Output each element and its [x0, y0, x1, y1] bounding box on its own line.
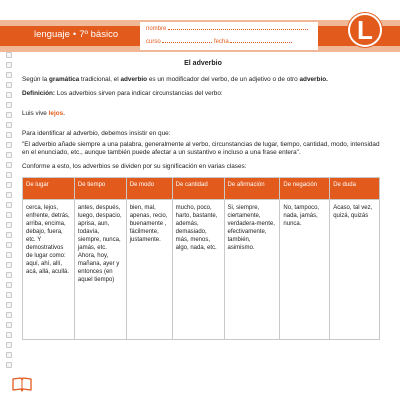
page-title: El adverbio	[184, 60, 222, 67]
separator-dot: •	[72, 29, 77, 40]
classification-paragraph: Conforme a esto, los adverbios se dividen por su significación en varias clases:	[22, 163, 247, 170]
adverb-classes-table	[22, 177, 380, 340]
header-de-lugar: De lugar	[23, 178, 75, 200]
table-header-row	[23, 178, 380, 200]
header-de-negacion: De negación	[280, 178, 330, 200]
course-label: curso	[146, 39, 161, 45]
name-label: nombre	[146, 26, 167, 32]
intro-prefix: Según la	[22, 76, 50, 83]
intro-bold-gramatica: gramática	[49, 76, 80, 83]
binder-holes	[4, 52, 16, 382]
cell-de-cantidad: mucho, poco, harto, bastante, además, demasiado, más, menos, algo, nada, etc.	[172, 200, 224, 340]
intro-middle: tradicional, el	[79, 76, 121, 83]
insist-paragraph: Para identificar al adverbio, debemos insistir en que:	[22, 130, 171, 137]
cell-de-lugar: cerca, lejos, enfrente, detrás, arriba, encima, debajo, fuera, etc. Y demostrativos de lugar como: aquí, ahí, allí, acá, allá, acullá.	[23, 200, 75, 340]
grade-label: 7º básico	[79, 29, 119, 40]
table-row	[23, 200, 380, 340]
date-label: fecha	[214, 39, 229, 45]
cell-de-duda: Acaso, tal vez, quizá, quizás	[330, 200, 380, 340]
intro-rest: es un modificador del verbo, de un adjetivo o de otro	[147, 76, 300, 83]
example-sentence	[22, 110, 384, 118]
example-highlight: lejos	[48, 110, 64, 117]
definition-label: Definición:	[22, 90, 56, 97]
course-field[interactable]	[162, 37, 212, 43]
worksheet-content	[22, 60, 384, 340]
name-field[interactable]	[168, 24, 308, 30]
intro-bold-adverbio-end: adverbio.	[299, 76, 328, 83]
definition-paragraph	[22, 90, 384, 98]
cell-de-negacion: No, tampoco, nada, jamás, nunca.	[280, 200, 330, 340]
example-prefix: Luis vive	[22, 110, 49, 117]
definition-text: Los adverbios sirven para indicar circunstancias del verbo:	[55, 90, 223, 97]
date-field[interactable]	[230, 37, 292, 43]
header-de-afirmacion: De afirmación	[224, 178, 280, 200]
subject-label: lenguaje	[34, 29, 70, 40]
course-date-row	[146, 37, 292, 45]
intro-paragraph	[22, 76, 384, 84]
subject-grade-label	[34, 29, 118, 40]
cell-de-modo: bien, mal, apenas, recio, buenamente , fácilmente, justamente.	[126, 200, 172, 340]
quote-paragraph: "El adverbio añade siempre a una palabra, generalmente al verbo, circunstancias de lugar, tiempo, cantidad, modo, intensidad en el enunciado, etc., aunque también puede afectar a un sustantivo e incluso a una frase entera".	[22, 141, 380, 156]
book-icon	[12, 376, 32, 392]
example-suffix: .	[63, 110, 65, 117]
cell-de-afirmacion: Si, siempre, ciertamente, verdadera-mente, efectivamente, también, asimismo.	[224, 200, 280, 340]
header-de-tiempo: De tiempo	[74, 178, 126, 200]
cell-de-tiempo: antes, después, luego, despacio, aprisa, aun, todavía, siempre, nunca, jamás, etc. Ahora, hoy, mañana, ayer y entonces (en aquel tiempo)	[74, 200, 126, 340]
intro-bold-adverbio: adverbio	[120, 76, 148, 83]
language-badge: L	[348, 13, 382, 47]
name-row	[146, 24, 308, 32]
header-de-duda: De duda	[330, 178, 380, 200]
header-de-modo: De modo	[126, 178, 172, 200]
header-de-cantidad: De cantidad	[172, 178, 224, 200]
